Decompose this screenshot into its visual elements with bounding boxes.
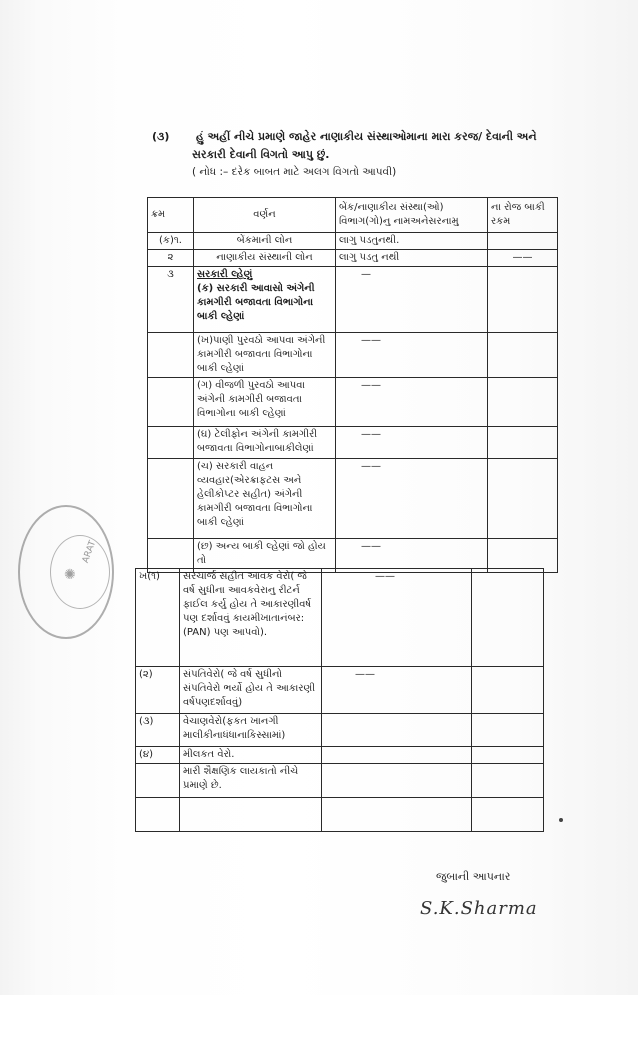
table-row [136,798,544,832]
table-row [148,333,558,378]
tax-dues-table [135,568,544,832]
row-amount [488,333,558,378]
row-institution: —— [322,667,472,714]
row-description: સરચાર્જ સહીત આવક વેરો( જે વર્ષ સુધીના આવકવેરાનુ રીટર્ન ફાઈલ કર્યુ હોય તે આકારણીવર્ષ પણ દર્શાવવું કાયમીખાતાનંબર:(PAN) પણ આપવો). [180,569,322,667]
row-amount [488,459,558,539]
declaration-note: ( નોધ :– દરેક બાબત માટે અલગ વિગતો આપવી) [192,166,397,178]
row-description: (ગ) વીજળી પુરવઠો આપવા અંગેની કામગીરી બજાવતા વિભાગોના બાકી લ્હેણાં [194,378,336,427]
row-institution [322,714,472,747]
row-amount [472,747,544,764]
row-serial: ૩ [148,267,194,333]
row-amount [472,569,544,667]
header-description: વર્ણન [194,198,336,233]
row-serial [148,459,194,539]
row-amount [488,267,558,333]
section-number: (૩) [152,130,170,143]
row-amount [488,378,558,427]
table-row [148,378,558,427]
row-institution: — [336,267,488,333]
row-description: સંપતિવેરો( જે વર્ષ સુધીનો સંપતિવેરો ભર્યો હોય તે આકારણી વર્ષપણદર્શાવવું) [180,667,322,714]
row-serial: (ક)૧. [148,233,194,250]
row-institution: —— [336,378,488,427]
row-amount: —— [488,250,558,267]
declaration-line-2: સરકારી દેવાની વિગતો આપુ છું. [192,148,330,161]
row-amount [472,798,544,832]
header-amount: ના રોજ બાકી રકમ [488,198,558,233]
table-row [136,569,544,667]
row-serial: (૪) [136,747,180,764]
seal-inner-ring [50,535,110,609]
row-amount [472,667,544,714]
liabilities-table [147,197,558,573]
row-institution: —— [336,459,488,539]
row-description [180,798,322,832]
row-institution: —— [322,569,472,667]
official-seal [18,505,114,639]
row-subtitle: સરકારી લ્હેણું [197,269,253,280]
row-institution [322,798,472,832]
row-description: (ચ) સરકારી વાહન વ્યવહાર(એરક્રાફટસ અને હેલીકોપ્ટર સહીત) અંગેની કામગીરી બજાવતા વિભાગોના બાકી લ્હેણાં [194,459,336,539]
row-serial: (૩) [136,714,180,747]
declaration-line-1: હું અહીં નીચે પ્રમાણે જાહેર નાણાકીય સંસ્થાઓમાના મારા કરજ/ દેવાની અને [196,130,537,143]
row-serial [148,427,194,459]
table-row [148,459,558,539]
seal-text: ARAT [80,539,99,565]
table-row [136,714,544,747]
row-serial [148,378,194,427]
row-description: (ઘ) ટેલીફોન અંગેની કામગીરી બજાવતા વિભાગોનાબાકીલેણાં [194,427,336,459]
row-description-text: (ક) સરકારી આવાસો અંગેની કામગીરી બજાવતા વિભાગોના બાકી લ્હેણાં [197,283,315,322]
row-serial: ખ(૧) [136,569,180,667]
row-amount [472,764,544,798]
row-serial [136,798,180,832]
signature: S.K.Sharma [420,898,538,919]
header-institution: બેંક/નાણાકીય સંસ્થા(ઓ) વિભાગ(ગો)નુ નામઅનેસરનામુ [336,198,488,233]
row-amount [488,427,558,459]
row-institution: —— [336,539,488,573]
row-serial: ૨ [148,250,194,267]
row-institution: લાગુ પડતુ નથી [336,250,488,267]
row-institution: —— [336,333,488,378]
row-institution [322,764,472,798]
row-amount [488,233,558,250]
row-description [194,267,336,333]
row-serial: (૨) [136,667,180,714]
table-header-row [148,198,558,233]
ink-dot [559,818,563,822]
table-row [136,764,544,798]
seal-emblem-icon: ✺ [64,567,76,583]
row-description: (ખ)પાણી પુરવઠો આપવા અંગેની કામગીરી બજાવતા વિભાગોના બાકી લ્હેણાં [194,333,336,378]
row-description: (છ) અન્ય બાકી લ્હેણાં જો હોય તો [194,539,336,573]
table-row [136,667,544,714]
row-amount [472,714,544,747]
row-institution [322,747,472,764]
deponent-label: જુબાની આપનાર [436,870,511,883]
row-institution: —— [336,427,488,459]
row-institution: લાગુ પડતુનથી. [336,233,488,250]
row-serial [148,333,194,378]
row-serial [136,764,180,798]
row-description: મીલકત વેરો. [180,747,322,764]
table-row [148,250,558,267]
row-description: વેચાણવેરો(ફકત ખાનગી માલીકીનાધંધાનાકિસ્સામાં) [180,714,322,747]
row-description: બેંકમાની લોન [194,233,336,250]
header-serial: ક્રમ [148,198,194,233]
table-row [136,747,544,764]
row-description: નાણાકીય સંસ્થાની લોન [194,250,336,267]
row-description: મારી શૈક્ષણિક લાયકાતો નીચે પ્રમાણે છે. [180,764,322,798]
table-row [148,427,558,459]
table-row [148,267,558,333]
table-row [148,233,558,250]
